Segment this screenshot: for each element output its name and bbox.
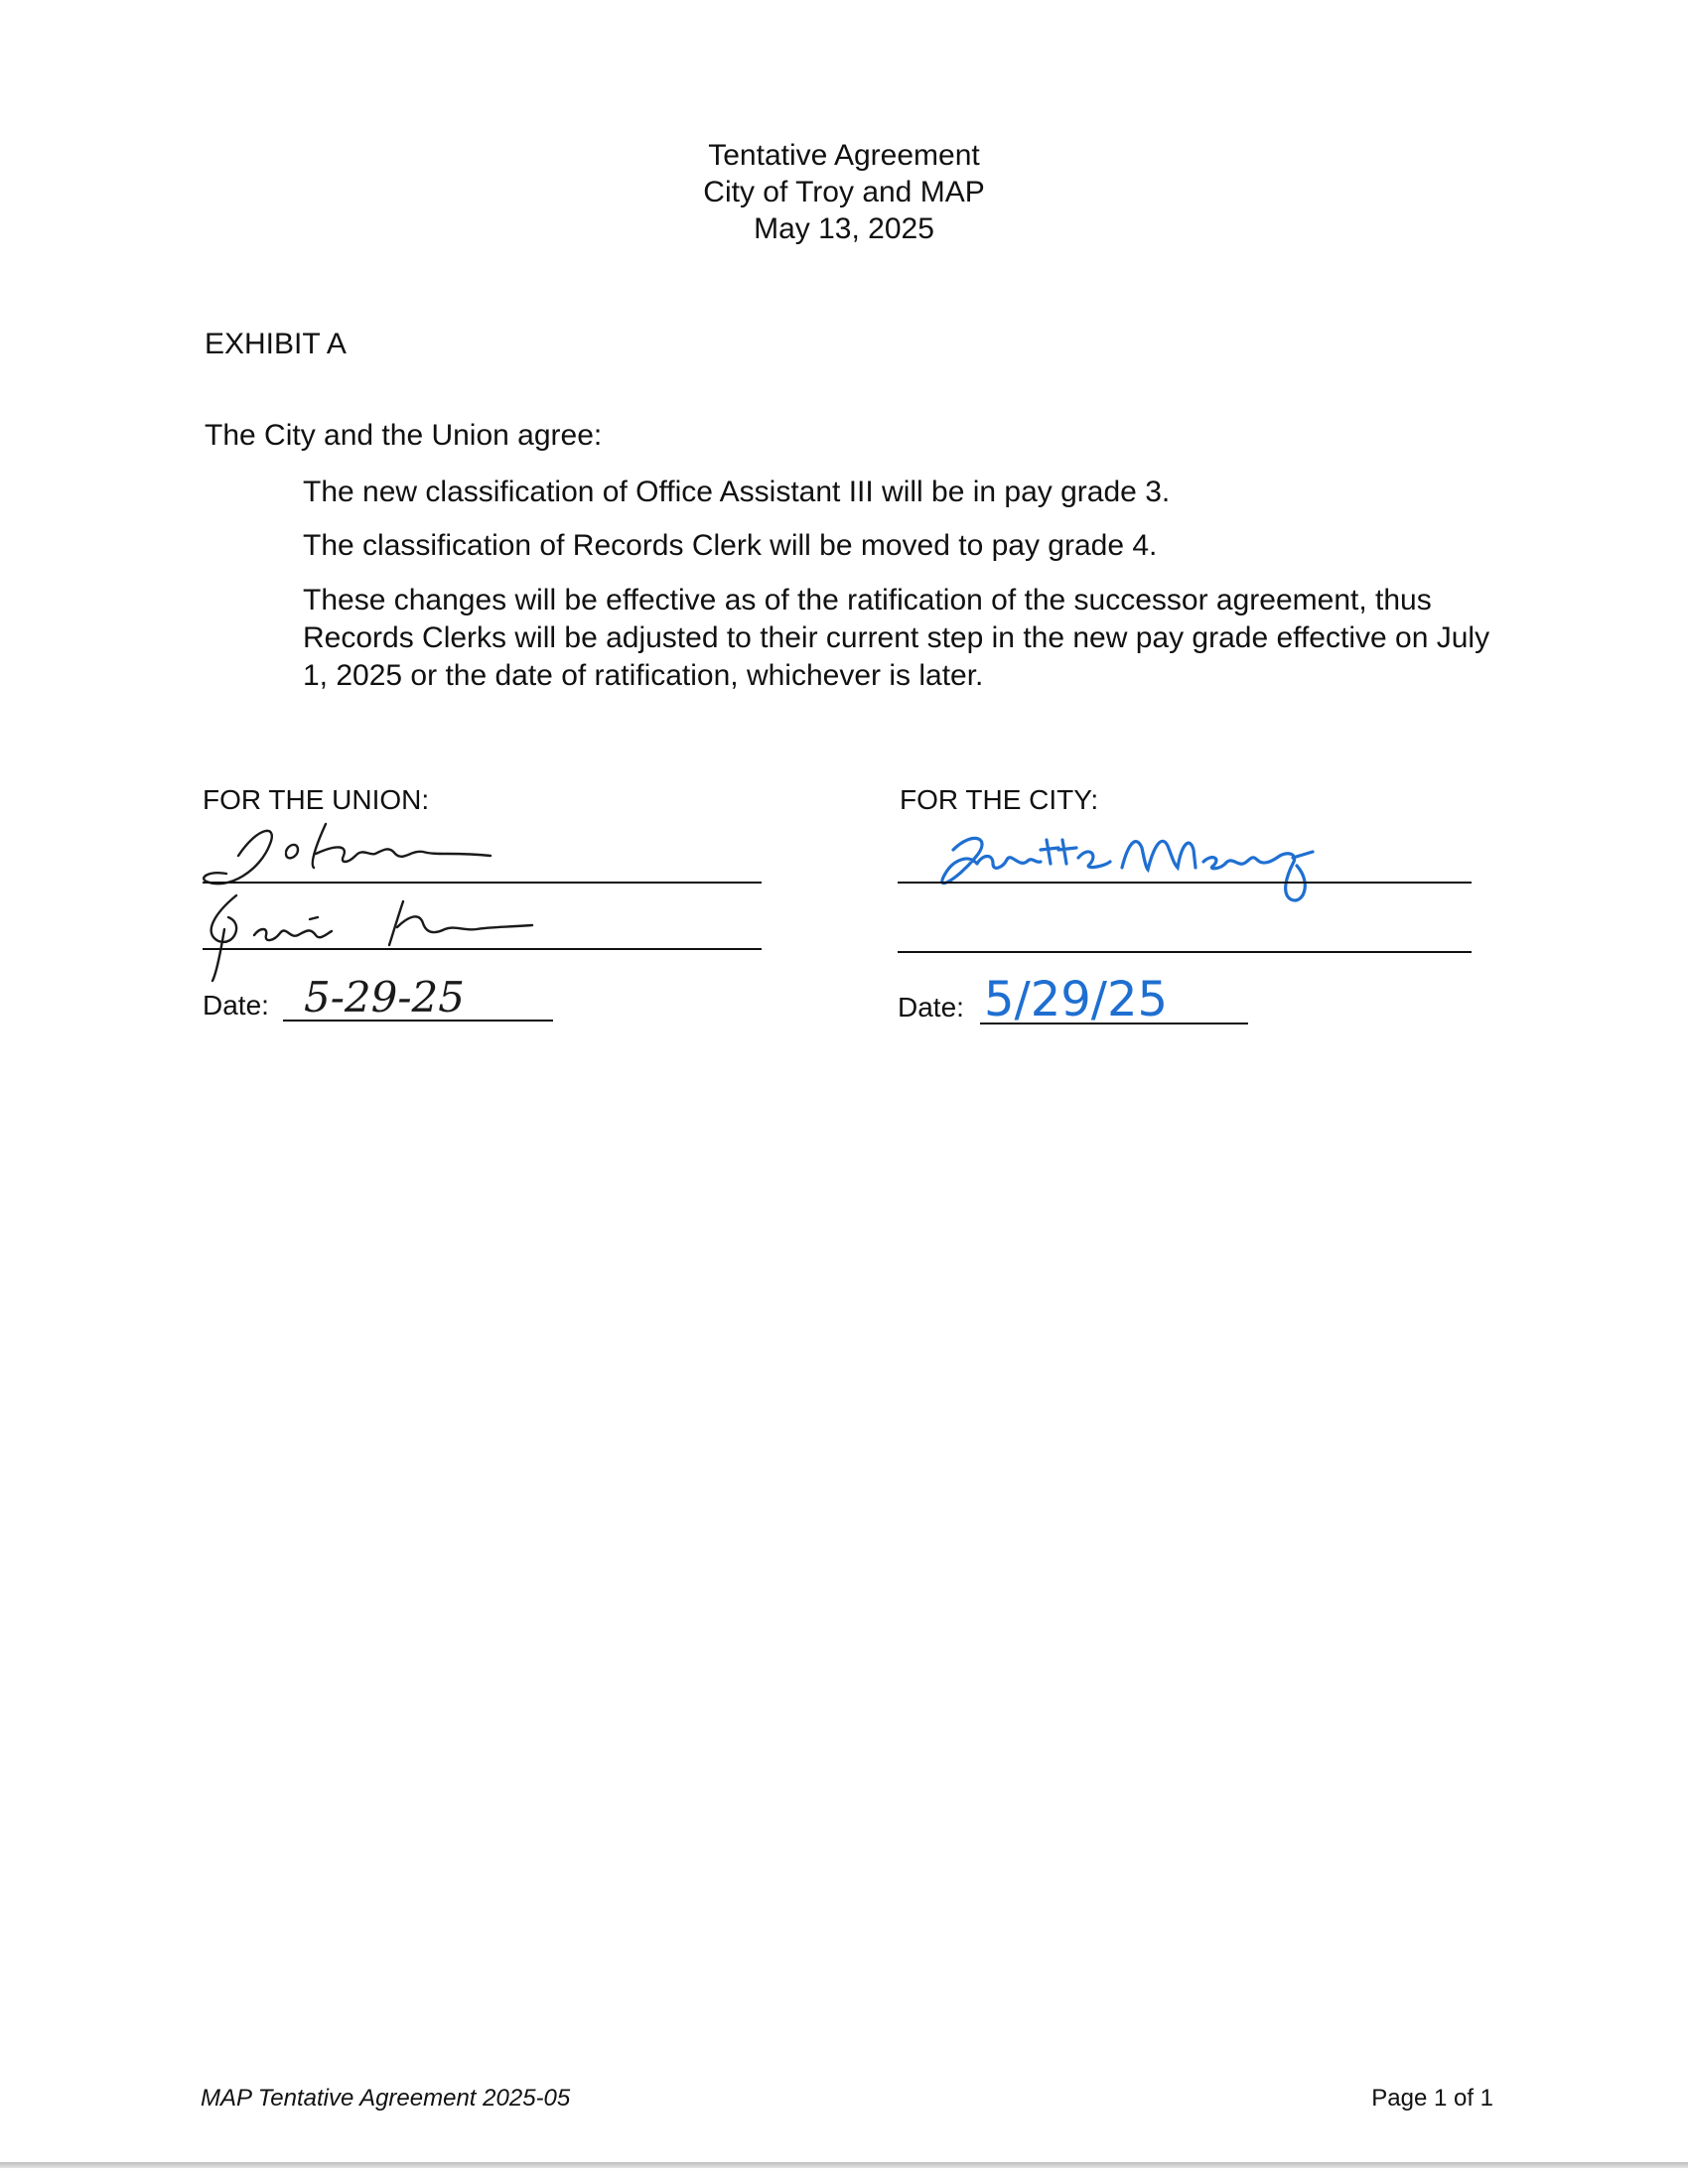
union-date-handwritten <box>298 968 496 1023</box>
city-signature-line-1 <box>898 882 1472 884</box>
footer-document-id: MAP Tentative Agreement 2025-05 <box>201 2085 571 2112</box>
city-date-handwritten <box>978 968 1206 1037</box>
union-signature-label: FOR THE UNION: <box>203 784 430 815</box>
union-date-line <box>283 1020 553 1022</box>
city-signature-label: FOR THE CITY: <box>900 784 1099 815</box>
header-date: May 13, 2025 <box>754 212 934 245</box>
agreement-item: The classification of Records Clerk will be moved to pay grade 4. <box>303 529 1158 562</box>
city-date-value: 5/29/25 <box>984 972 1169 1027</box>
agreement-item: The new classification of Office Assistant III will be in pay grade 3. <box>303 476 1171 508</box>
exhibit-heading: EXHIBIT A <box>205 328 347 360</box>
footer-page-number: Page 1 of 1 <box>1371 2085 1493 2112</box>
intro-text: The City and the Union agree: <box>205 419 603 452</box>
city-signature-line-2 <box>898 951 1472 953</box>
agreement-item: These changes will be effective as of the ratification of the successor agreement, thus Records Clerks will be adjusted to their current step in the new pay grade effective on July 1, 2025 or the date of ratification, whichever is later. <box>303 584 1490 692</box>
header-parties: City of Troy and MAP <box>703 176 985 208</box>
document-header <box>0 137 1688 247</box>
scan-bottom-edge <box>0 2162 1688 2168</box>
city-date-line <box>980 1023 1248 1024</box>
city-signature <box>923 824 1350 923</box>
city-date-label: Date: <box>898 992 964 1023</box>
union-signature-line-2 <box>203 948 762 950</box>
union-signature-1 <box>199 816 536 890</box>
union-date-value: 5-29-25 <box>304 973 465 1022</box>
union-date-label: Date: <box>203 990 269 1021</box>
header-title: Tentative Agreement <box>708 139 980 172</box>
